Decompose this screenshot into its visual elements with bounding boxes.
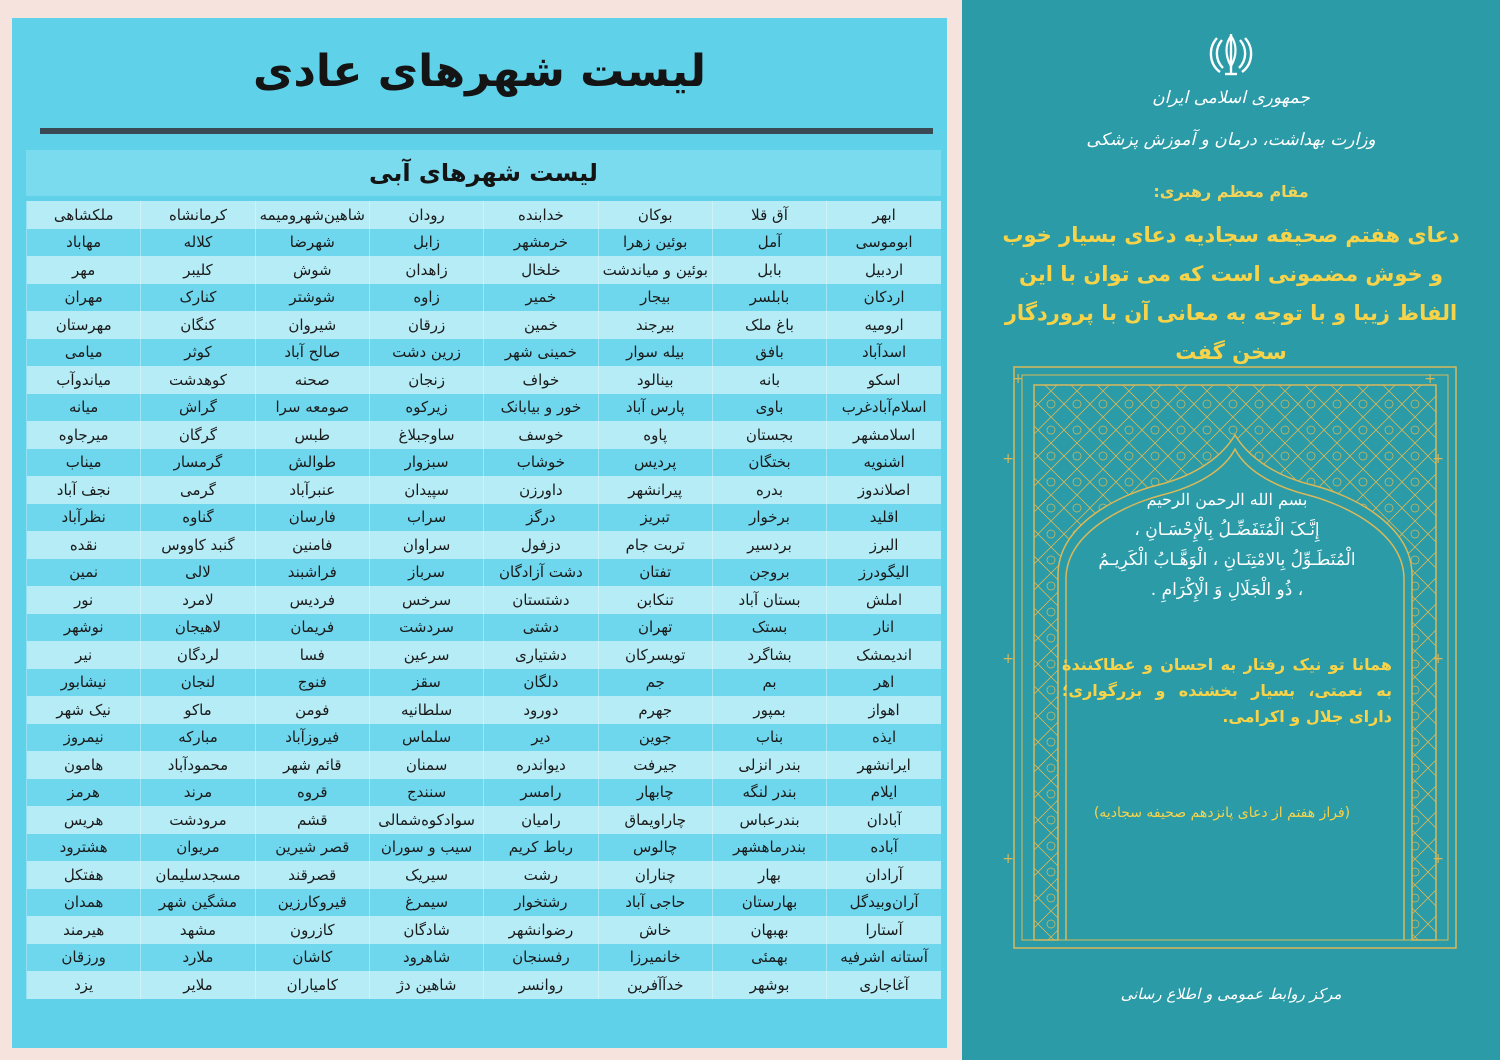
city-cell: بشاگرد — [712, 641, 826, 669]
city-cell: پاوه — [598, 421, 712, 449]
main-title: لیست شهرهای عادی — [253, 46, 706, 97]
city-cell: سلماس — [369, 724, 483, 752]
city-cell: آمل — [712, 229, 826, 257]
city-cell: کنگان — [141, 311, 255, 339]
city-cell: نمین — [27, 559, 141, 587]
city-cell: ایذه — [827, 724, 941, 752]
city-cell: کاشان — [255, 944, 369, 972]
city-cell: صومعه سرا — [255, 394, 369, 422]
city-cell: باغ ملک — [712, 311, 826, 339]
city-cell: کامیاران — [255, 971, 369, 999]
city-cell: میامی — [27, 339, 141, 367]
city-cell: لنجان — [141, 669, 255, 697]
city-cell: کوثر — [141, 339, 255, 367]
city-cell: جم — [598, 669, 712, 697]
city-cell: بناب — [712, 724, 826, 752]
city-cell: سرعین — [369, 641, 483, 669]
city-cell: شاهرود — [369, 944, 483, 972]
city-cell: آباده — [827, 834, 941, 862]
city-cell: اصلاندوز — [827, 476, 941, 504]
city-cell: قیروکارزین — [255, 889, 369, 917]
city-cell: بهمئی — [712, 944, 826, 972]
city-cell: یزد — [27, 971, 141, 999]
city-cell: برخوار — [712, 504, 826, 532]
prayer-text — [1022, 490, 1432, 605]
city-cell: اسلامشهر — [827, 421, 941, 449]
city-cell: بستک — [712, 614, 826, 642]
city-cell: نظرآباد — [27, 504, 141, 532]
table-row — [27, 971, 942, 999]
table-row — [27, 229, 942, 257]
city-cell: بیله سوار — [598, 339, 712, 367]
city-cell: سوادکوه‌شمالی — [369, 806, 483, 834]
city-cell: بوکان — [598, 201, 712, 229]
city-cell: هرمز — [27, 779, 141, 807]
city-cell: ارومیه — [827, 311, 941, 339]
city-cell: اهواز — [827, 696, 941, 724]
city-cell: زنجان — [369, 366, 483, 394]
city-cell: شهرضا — [255, 229, 369, 257]
city-cell: آستارا — [827, 916, 941, 944]
city-cell: مشهد — [141, 916, 255, 944]
city-cell: قائم شهر — [255, 751, 369, 779]
table-row — [27, 339, 942, 367]
prayer-source: (فراز هفتم از دعای پانزدهم صحیفه سجادیه) — [1093, 805, 1351, 821]
table-row — [27, 806, 942, 834]
table-row — [27, 641, 942, 669]
city-cell: خواف — [484, 366, 598, 394]
city-cell: رامسر — [484, 779, 598, 807]
city-cell: رفسنجان — [484, 944, 598, 972]
city-cell: گرمسار — [141, 449, 255, 477]
city-cell: چالوس — [598, 834, 712, 862]
city-cell: دیواندره — [484, 751, 598, 779]
city-cell: سراب — [369, 504, 483, 532]
city-cell: مهاباد — [27, 229, 141, 257]
city-cell: مهرستان — [27, 311, 141, 339]
svg-text:+: + — [1424, 371, 1436, 387]
city-cell: نجف آباد — [27, 476, 141, 504]
city-cell: هفتکل — [27, 861, 141, 889]
city-cell: بافق — [712, 339, 826, 367]
city-cell: خوسف — [484, 421, 598, 449]
city-cell: آق قلا — [712, 201, 826, 229]
city-cell: ملکشاهی — [27, 201, 141, 229]
city-cell: دیر — [484, 724, 598, 752]
city-cell: شیروان — [255, 311, 369, 339]
city-cell: گنبد کاووس — [141, 531, 255, 559]
city-cell: چابهار — [598, 779, 712, 807]
city-cell: سراوان — [369, 531, 483, 559]
svg-text:+: + — [1012, 371, 1024, 387]
city-cell: نیمروز — [27, 724, 141, 752]
city-cell: زرقان — [369, 311, 483, 339]
city-cell: خوشاب — [484, 449, 598, 477]
city-cell: خمین — [484, 311, 598, 339]
city-cell: بوئین زهرا — [598, 229, 712, 257]
city-cell: اردکان — [827, 284, 941, 312]
table-row — [27, 696, 942, 724]
city-cell: تویسرکان — [598, 641, 712, 669]
city-cell: اهر — [827, 669, 941, 697]
table-row — [27, 586, 942, 614]
table-row — [27, 366, 942, 394]
city-cell: رباط کریم — [484, 834, 598, 862]
city-cell: بینالود — [598, 366, 712, 394]
city-cell: هشترود — [27, 834, 141, 862]
city-cell: سقز — [369, 669, 483, 697]
title-divider — [40, 128, 933, 134]
city-cell: بردسیر — [712, 531, 826, 559]
city-cell: سیریک — [369, 861, 483, 889]
city-cell: لاهیجان — [141, 614, 255, 642]
city-cell: خاش — [598, 916, 712, 944]
city-cell: بوئین و میاندشت — [598, 256, 712, 284]
city-cell: بهارستان — [712, 889, 826, 917]
city-cell: البرز — [827, 531, 941, 559]
city-cell: فامنین — [255, 531, 369, 559]
city-cell: نور — [27, 586, 141, 614]
city-cell: سمنان — [369, 751, 483, 779]
city-cell: اسدآباد — [827, 339, 941, 367]
table-row — [27, 614, 942, 642]
table-row — [27, 284, 942, 312]
city-cell: کنارک — [141, 284, 255, 312]
city-cell: خدابنده — [484, 201, 598, 229]
city-cell: سردشت — [369, 614, 483, 642]
city-cell: حاجی آباد — [598, 889, 712, 917]
city-cell: تهران — [598, 614, 712, 642]
city-cell: ایرانشهر — [827, 751, 941, 779]
city-cell: بابل — [712, 256, 826, 284]
basmala: بسم الله الرحمن الرحیم — [1146, 490, 1308, 509]
city-cell: باوی — [712, 394, 826, 422]
city-cell: بم — [712, 669, 826, 697]
city-cell: دلگان — [484, 669, 598, 697]
svg-text:+: + — [1002, 651, 1014, 667]
city-cell: مرند — [141, 779, 255, 807]
city-cell: آستانه اشرفیه — [827, 944, 941, 972]
city-cell: مرودشت — [141, 806, 255, 834]
city-cell: آبادان — [827, 806, 941, 834]
svg-text:+: + — [1002, 451, 1014, 467]
city-cell: سیب و سوران — [369, 834, 483, 862]
ministry-line-2: وزارت بهداشت، درمان و آموزش پزشکی — [1086, 130, 1376, 150]
city-cell: داورزن — [484, 476, 598, 504]
city-cell: ورزقان — [27, 944, 141, 972]
city-cell: خمیر — [484, 284, 598, 312]
city-cell: دشتی — [484, 614, 598, 642]
city-cell: فیروزآباد — [255, 724, 369, 752]
city-cell: کرمانشاه — [141, 201, 255, 229]
city-cell: رشت — [484, 861, 598, 889]
city-cell: خدآآفرین — [598, 971, 712, 999]
city-cell: جیرفت — [598, 751, 712, 779]
city-cell: بهار — [712, 861, 826, 889]
city-cell: تفتان — [598, 559, 712, 587]
city-cell: آغاجاری — [827, 971, 941, 999]
city-cell: نیک شهر — [27, 696, 141, 724]
city-cell: بمپور — [712, 696, 826, 724]
city-cell: اندیمشک — [827, 641, 941, 669]
info-panel — [962, 0, 1500, 1060]
city-cell: پیرانشهر — [598, 476, 712, 504]
city-cell: بیرجند — [598, 311, 712, 339]
city-cell: فریمان — [255, 614, 369, 642]
city-cell: سرباز — [369, 559, 483, 587]
city-cell: دشت آزادگان — [484, 559, 598, 587]
city-cell: سرخس — [369, 586, 483, 614]
table-row — [27, 559, 942, 587]
city-cell: قروه — [255, 779, 369, 807]
table-row — [27, 201, 942, 229]
city-cell: خرمشهر — [484, 229, 598, 257]
table-row — [27, 834, 942, 862]
city-table — [26, 201, 941, 999]
city-cell: بوشهر — [712, 971, 826, 999]
city-cell: اشنویه — [827, 449, 941, 477]
city-cell: شوشتر — [255, 284, 369, 312]
table-row — [27, 449, 942, 477]
city-cell: دورود — [484, 696, 598, 724]
city-cell: هامون — [27, 751, 141, 779]
table-row — [27, 394, 942, 422]
city-cell: ملایر — [141, 971, 255, 999]
city-cell: روانسر — [484, 971, 598, 999]
table-row — [27, 531, 942, 559]
city-cell: دزفول — [484, 531, 598, 559]
city-cell: لالی — [141, 559, 255, 587]
city-cell: زاوه — [369, 284, 483, 312]
city-cell: اسکو — [827, 366, 941, 394]
city-cell: صحنه — [255, 366, 369, 394]
city-cell: رضوانشهر — [484, 916, 598, 944]
city-cell: گناوه — [141, 504, 255, 532]
city-cell: همدان — [27, 889, 141, 917]
city-cell: بهبهان — [712, 916, 826, 944]
table-row — [27, 751, 942, 779]
city-cell: ابهر — [827, 201, 941, 229]
svg-text:+: + — [1432, 851, 1444, 867]
table-row — [27, 861, 942, 889]
city-cell: فردیس — [255, 586, 369, 614]
city-cell: فسا — [255, 641, 369, 669]
city-cell: رودان — [369, 201, 483, 229]
city-cell: طوالش — [255, 449, 369, 477]
city-cell: شادگان — [369, 916, 483, 944]
city-cell: زرین دشت — [369, 339, 483, 367]
city-cell: چاراویماق — [598, 806, 712, 834]
table-row — [27, 476, 942, 504]
city-cell: بندر لنگه — [712, 779, 826, 807]
city-cell: زاهدان — [369, 256, 483, 284]
city-cell: بیجار — [598, 284, 712, 312]
city-cell: ساوجبلاغ — [369, 421, 483, 449]
city-cell: بختگان — [712, 449, 826, 477]
city-cell: تربت جام — [598, 531, 712, 559]
city-cell: مبارکه — [141, 724, 255, 752]
city-cell: ابوموسی — [827, 229, 941, 257]
city-cell: فارسان — [255, 504, 369, 532]
city-cell: محمودآباد — [141, 751, 255, 779]
table-row — [27, 311, 942, 339]
city-cell: مریوان — [141, 834, 255, 862]
city-cell: کلاله — [141, 229, 255, 257]
city-cell: مشگین شهر — [141, 889, 255, 917]
city-cell: دشتستان — [484, 586, 598, 614]
city-cell: کلیبر — [141, 256, 255, 284]
city-cell: سیمرغ — [369, 889, 483, 917]
city-cell: شوش — [255, 256, 369, 284]
table-row — [27, 256, 942, 284]
arabic-line-2: الْمُتَطَـوِّلُ بِالامْتِنَـانِ ، الْوَهَّـابُ الْکَرِیـمُ — [1098, 550, 1356, 570]
city-cell: رشتخوار — [484, 889, 598, 917]
table-row — [27, 421, 942, 449]
city-cell: گرمی — [141, 476, 255, 504]
city-cell: صالح آباد — [255, 339, 369, 367]
city-cell: دشتیاری — [484, 641, 598, 669]
persian-translation: همانا تو نیک رفتار به احسان و عطاکنندهٔ به نعمتی، بسیار بخشنده و بزرگواری؛ دارای جلال و اکرامی. — [1062, 655, 1392, 726]
table-row — [27, 916, 942, 944]
city-cell: اسلام‌آبادغرب — [827, 394, 941, 422]
city-cell: املش — [827, 586, 941, 614]
city-cell: خور و بیابانک — [484, 394, 598, 422]
arabic-line-3: ، ذُو الْجَلَالِ وَ الْإِکْرَامِ . — [1150, 580, 1304, 600]
city-cell: شاهین دژ — [369, 971, 483, 999]
city-cell: جهرم — [598, 696, 712, 724]
city-cell: پردیس — [598, 449, 712, 477]
city-cell: بجستان — [712, 421, 826, 449]
city-cell: مهر — [27, 256, 141, 284]
city-cell: هیرمند — [27, 916, 141, 944]
table-row — [27, 779, 942, 807]
city-cell: اقلید — [827, 504, 941, 532]
city-cell: درگز — [484, 504, 598, 532]
city-cell: میرجاوه — [27, 421, 141, 449]
city-cell: خمینی شهر — [484, 339, 598, 367]
city-cell: گرگان — [141, 421, 255, 449]
svg-text:+: + — [1432, 451, 1444, 467]
city-cell: ماکو — [141, 696, 255, 724]
city-list-panel — [12, 18, 947, 1048]
city-cell: لامرد — [141, 586, 255, 614]
city-cell: بانه — [712, 366, 826, 394]
table-row — [27, 944, 942, 972]
city-cell: مسجدسلیمان — [141, 861, 255, 889]
table-row — [27, 669, 942, 697]
city-cell: بندرعباس — [712, 806, 826, 834]
city-cell: چناران — [598, 861, 712, 889]
svg-text:+: + — [1002, 851, 1014, 867]
city-cell: نیر — [27, 641, 141, 669]
public-relations-footer: مرکز روابط عمومی و اطلاع رسانی — [1120, 985, 1342, 1003]
city-cell: نوشهر — [27, 614, 141, 642]
city-cell: فومن — [255, 696, 369, 724]
city-cell: بندر انزلی — [712, 751, 826, 779]
city-cell: قصر شیرین — [255, 834, 369, 862]
city-cell: کازرون — [255, 916, 369, 944]
city-cell: فنوج — [255, 669, 369, 697]
ministry-line-1: جمهوری اسلامی ایران — [1152, 88, 1310, 108]
leader-label: مقام معظم رهبری: — [1153, 182, 1309, 201]
city-cell: سلطانیه — [369, 696, 483, 724]
city-cell: زابل — [369, 229, 483, 257]
city-cell: الیگودرز — [827, 559, 941, 587]
city-cell: قصرقند — [255, 861, 369, 889]
city-cell: میناب — [27, 449, 141, 477]
city-cell: زیرکوه — [369, 394, 483, 422]
city-cell: عنبرآباد — [255, 476, 369, 504]
city-cell: بروجن — [712, 559, 826, 587]
city-cell: مهران — [27, 284, 141, 312]
city-cell: آرادان — [827, 861, 941, 889]
table-row — [27, 889, 942, 917]
city-cell: فراشبند — [255, 559, 369, 587]
table-row — [27, 504, 942, 532]
city-cell: اردبیل — [827, 256, 941, 284]
city-cell: ایلام — [827, 779, 941, 807]
arabic-line-1: إِنَّـکَ الْمُتَفَضِّـلُ بِالْإِحْسَـانِ ، — [1134, 520, 1320, 540]
city-cell: میاندوآب — [27, 366, 141, 394]
table-row — [27, 724, 942, 752]
city-cell: سپیدان — [369, 476, 483, 504]
city-cell: سبزوار — [369, 449, 483, 477]
city-cell: تبریز — [598, 504, 712, 532]
city-cell: تنکابن — [598, 586, 712, 614]
city-cell: خانمیرزا — [598, 944, 712, 972]
city-cell: ملارد — [141, 944, 255, 972]
city-cell: جوین — [598, 724, 712, 752]
leader-quote: دعای هفتم صحیفه سجادیه دعای بسیار خوب و خوش مضمونی است که می توان با این الفاظ زیبا و با توجه به معانی آن با پروردگار سخن گفت — [1002, 223, 1460, 364]
city-cell: بندرماهشهر — [712, 834, 826, 862]
city-cell: طبس — [255, 421, 369, 449]
city-cell: انار — [827, 614, 941, 642]
city-cell: پارس آباد — [598, 394, 712, 422]
svg-text:+: + — [1432, 651, 1444, 667]
city-cell: بابلسر — [712, 284, 826, 312]
city-cell: کوهدشت — [141, 366, 255, 394]
city-cell: بستان آباد — [712, 586, 826, 614]
city-cell: سنندج — [369, 779, 483, 807]
city-cell: قشم — [255, 806, 369, 834]
city-cell: لردگان — [141, 641, 255, 669]
iran-emblem-icon — [1206, 30, 1256, 80]
city-cell: آران‌وبیدگل — [827, 889, 941, 917]
blue-cities-subtitle: لیست شهرهای آبی — [26, 150, 941, 196]
city-cell: نیشابور — [27, 669, 141, 697]
city-cell: بدره — [712, 476, 826, 504]
city-cell: نقده — [27, 531, 141, 559]
city-cell: رامیان — [484, 806, 598, 834]
city-cell: میانه — [27, 394, 141, 422]
city-cell: شاهین‌شهروميمه — [255, 201, 369, 229]
city-cell: گراش — [141, 394, 255, 422]
city-cell: هریس — [27, 806, 141, 834]
city-cell: خلخال — [484, 256, 598, 284]
